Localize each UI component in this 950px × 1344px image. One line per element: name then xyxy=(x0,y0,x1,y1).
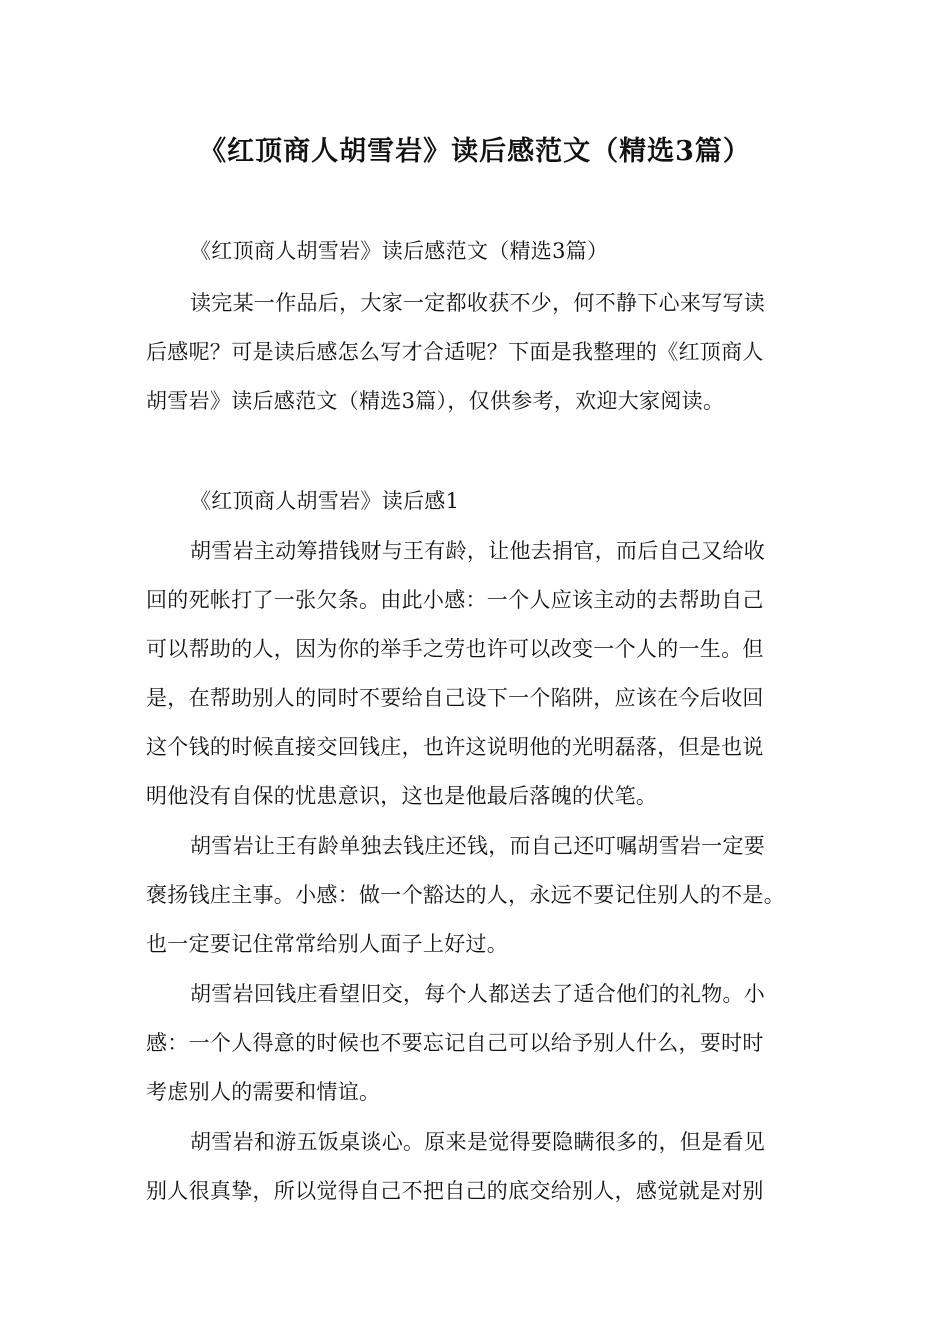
document-title: 《红顶商人胡雪岩》读后感范文（精选3篇） xyxy=(199,136,751,167)
paragraph-line: 感：一个人得意的时候也不要忘记自己可以给予别人什么，要时时 xyxy=(146,1031,764,1055)
paragraph-line: 别人很真挚，所以觉得自己不把自己的底交给别人，感觉就是对别 xyxy=(146,1179,764,1203)
paragraph-line: 考虑别人的需要和情谊。 xyxy=(146,1080,381,1104)
paragraph-line: 胡雪岩》读后感范文（精选3篇），仅供参考，欢迎大家阅读。 xyxy=(146,389,725,413)
paragraph-line: 读完某一作品后，大家一定都收获不少，何不静下心来写写读 xyxy=(190,291,766,315)
paragraph-line: 褒扬钱庄主事。小感：做一个豁达的人，永远不要记住别人的不是。 xyxy=(146,883,785,907)
paragraph-heading: 《红顶商人胡雪岩》读后感范文（精选3篇） xyxy=(190,239,609,263)
paragraph-line: 是，在帮助别人的同时不要给自己设下一个陷阱，应该在今后收回 xyxy=(146,686,764,710)
paragraph-line: 回的死帐打了一张欠条。由此小感：一个人应该主动的去帮助自己 xyxy=(146,588,764,612)
paragraph-line: 明他没有自保的忧患意识，这也是他最后落魄的伏笔。 xyxy=(146,784,658,808)
section-heading: 《红顶商人胡雪岩》读后感1 xyxy=(190,489,460,513)
paragraph-line: 胡雪岩主动筹措钱财与王有龄，让他去捐官，而后自己又给收 xyxy=(190,539,766,563)
paragraph-line: 胡雪岩回钱庄看望旧交，每个人都送去了适合他们的礼物。小 xyxy=(190,982,766,1006)
paragraph-line: 也一定要记住常常给别人面子上好过。 xyxy=(146,932,509,956)
paragraph-line: 胡雪岩让王有龄单独去钱庄还钱，而自己还叮嘱胡雪岩一定要 xyxy=(190,834,766,858)
paragraph-line: 后感呢？可是读后感怎么写才合适呢？下面是我整理的《红顶商人 xyxy=(146,340,764,364)
paragraph-line: 胡雪岩和游五饭桌谈心。原来是觉得要隐瞒很多的，但是看见 xyxy=(190,1130,766,1154)
paragraph-line: 可以帮助的人，因为你的举手之劳也许可以改变一个人的一生。但 xyxy=(146,637,764,661)
paragraph-line: 这个钱的时候直接交回钱庄，也许这说明他的光明磊落，但是也说 xyxy=(146,735,764,759)
